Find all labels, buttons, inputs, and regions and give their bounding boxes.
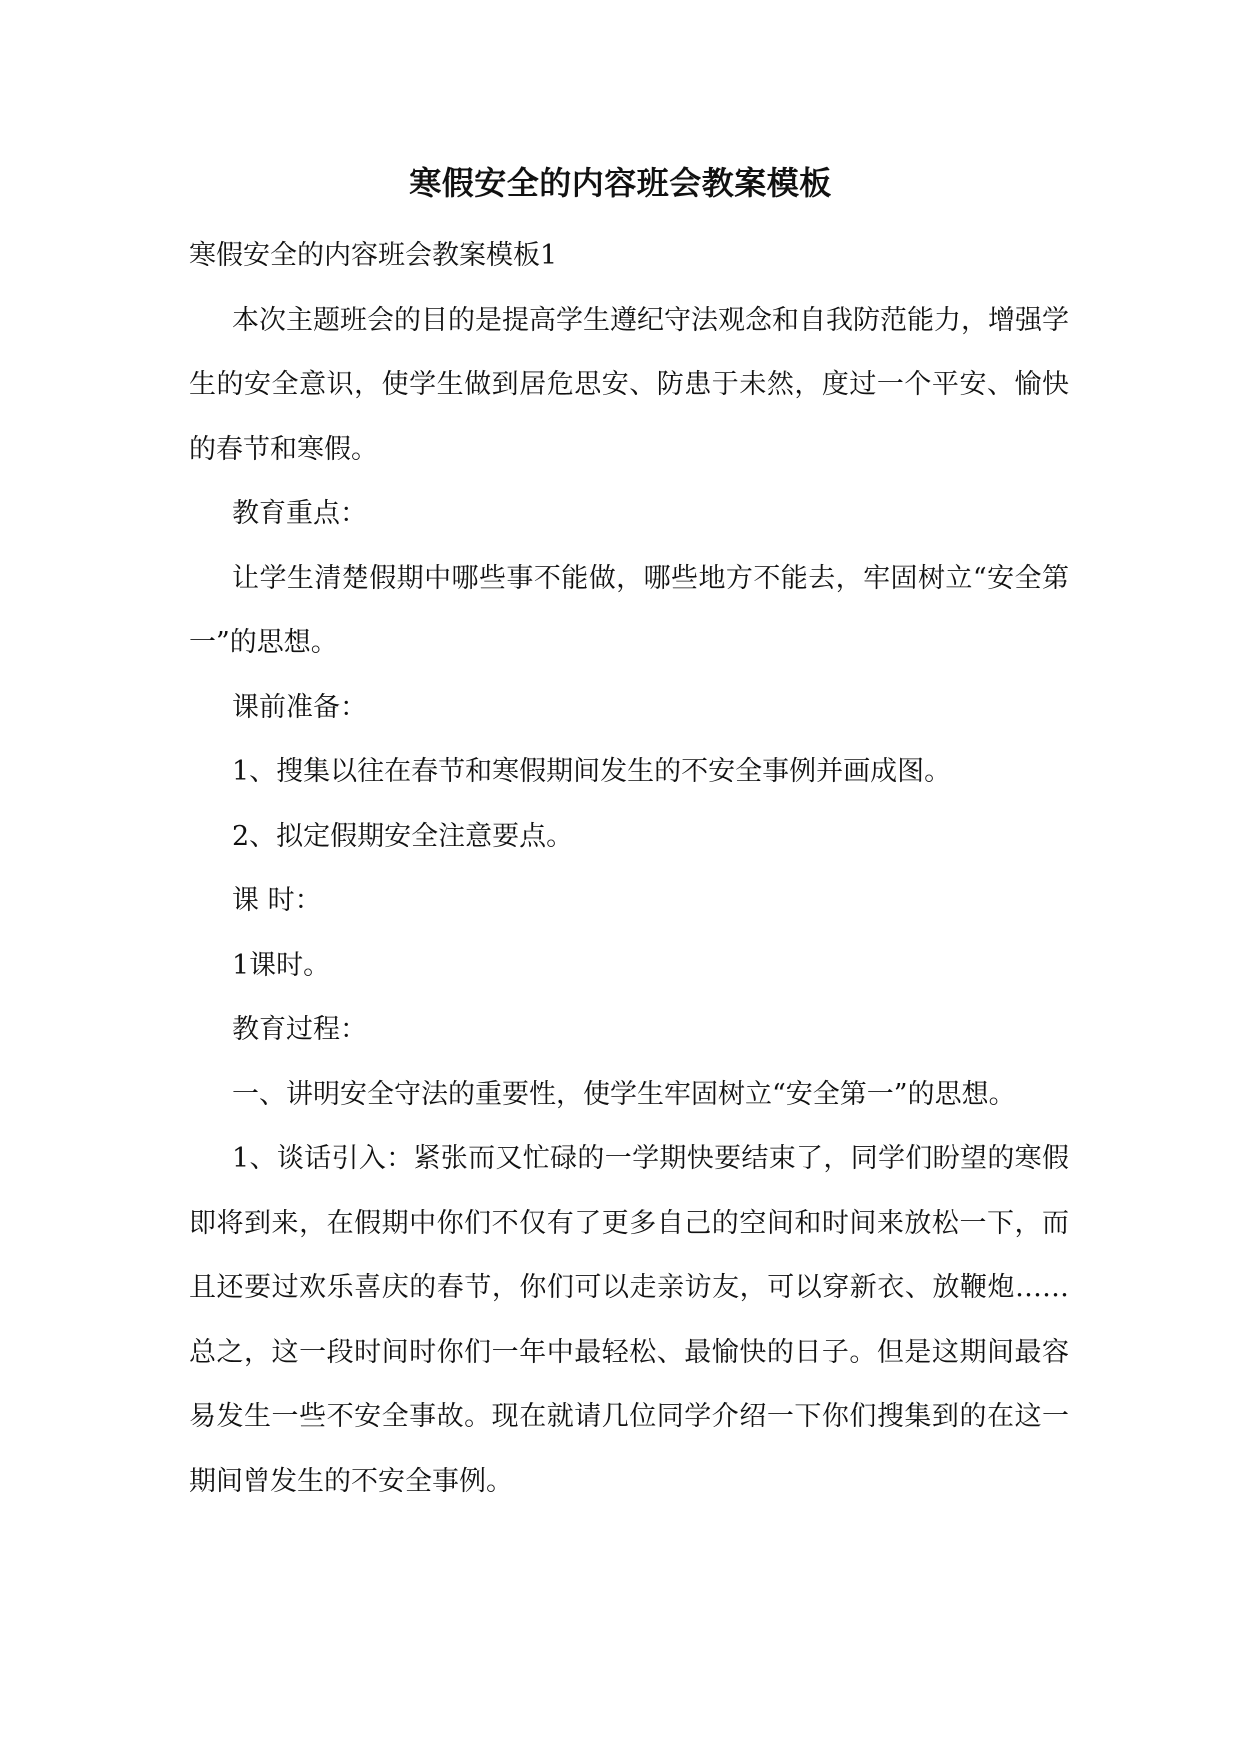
paragraph-introduction: 1、谈话引入：紧张而又忙碌的一学期快要结束了，同学们盼望的寒假即将到来，在假期中你们不仅有了更多自己的空间和时间来放松一下，而且还要过欢乐喜庆的春节，你们可以走亲访友，可以穿新衣、放鞭炮……总之，这一段时间时你们一年中最轻松、最愉快的日子。但是这期间最容易发生一些不安全事故。现在就请几位同学介绍一下你们搜集到的在这一期间曾发生的不安全事例。 bbox=[189, 1143, 1069, 1497]
paragraph-class-hours: 1课时。 bbox=[232, 949, 331, 981]
heading-process: 教育过程： bbox=[232, 1014, 367, 1045]
heading-preparation: 课前准备： bbox=[232, 691, 367, 723]
paragraph-key-points: 让学生清楚假期中哪些事不能做，哪些地方不能去，牢固树立“安全第一”的思想。 bbox=[189, 562, 1069, 658]
section-heading: 寒假安全的内容班会教案模板1 bbox=[189, 240, 558, 271]
list-item-preparation-1: 1、搜集以往在春节和寒假期间发生的不安全事例并画成图。 bbox=[232, 756, 952, 787]
heading-class-hours: 课 时： bbox=[232, 885, 322, 916]
heading-key-points: 教育重点： bbox=[232, 498, 367, 529]
list-item-preparation-2: 2、拟定假期安全注意要点。 bbox=[232, 820, 574, 852]
document-body bbox=[189, 224, 1069, 1514]
paragraph-process-part-1: 一、讲明安全守法的重要性，使学生牢固树立“安全第一”的思想。 bbox=[232, 1078, 1016, 1110]
paragraph-purpose: 本次主题班会的目的是提高学生遵纪守法观念和自我防范能力，增强学生的安全意识，使学生做到居危思安、防患于未然，度过一个平安、愉快的春节和寒假。 bbox=[189, 304, 1069, 465]
document-title: 寒假安全的内容班会教案模板 bbox=[409, 164, 832, 202]
